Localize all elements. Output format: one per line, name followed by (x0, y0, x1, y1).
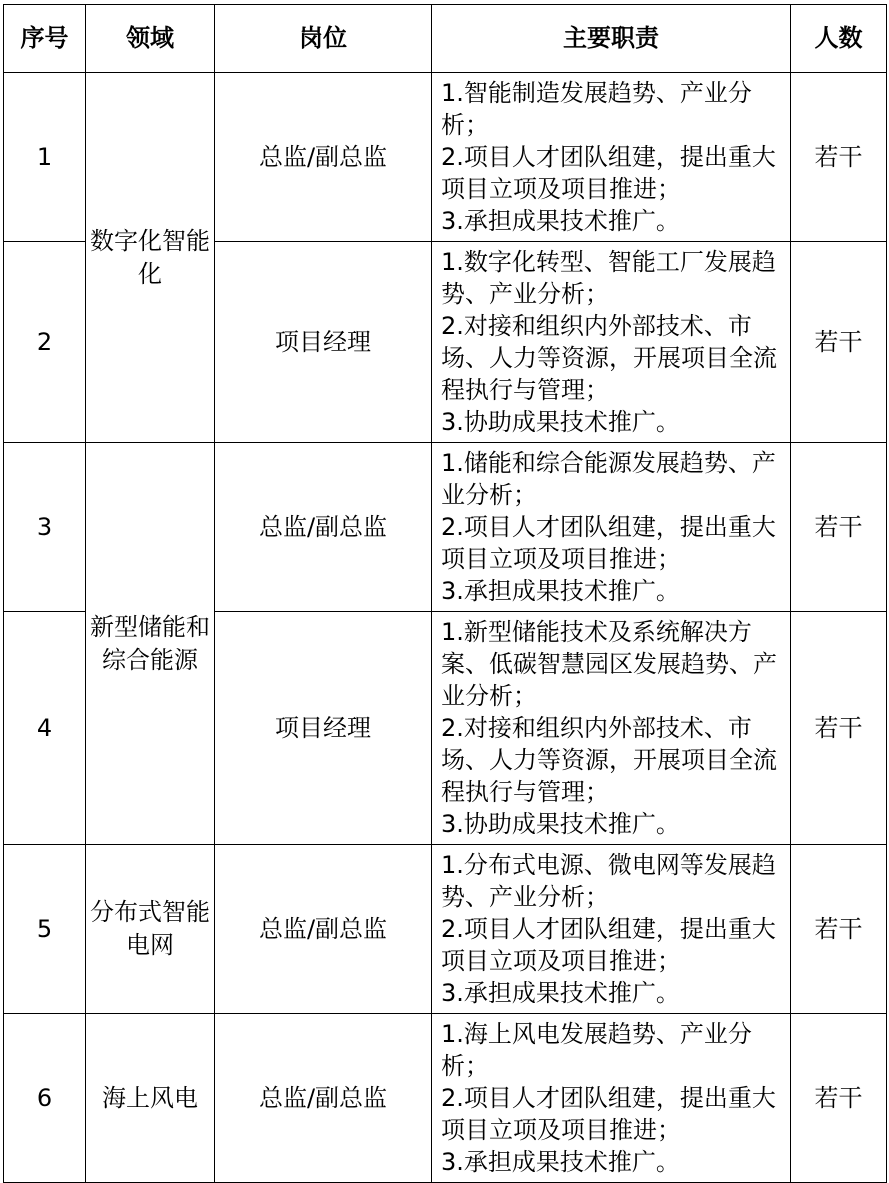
row-duties: 1.数字化转型、智能工厂发展趋势、产业分析； 2.对接和组织内外部技术、市场、人力等资源，开展项目全流程执行与管理； 3.协助成果技术推广。 (432, 242, 791, 443)
header-row (4, 5, 887, 73)
table-row (4, 845, 887, 1014)
row-position: 总监/副总监 (215, 845, 432, 1014)
row-count: 若干 (791, 845, 887, 1014)
row-index: 6 (4, 1014, 86, 1183)
header-duties: 主要职责 (432, 5, 791, 73)
table-row (4, 1014, 887, 1183)
row-duties: 1.海上风电发展趋势、产业分析； 2.项目人才团队组建，提出重大项目立项及项目推进； 3.承担成果技术推广。 (432, 1014, 791, 1183)
row-index: 3 (4, 443, 86, 612)
row-domain: 分布式智能电网 (86, 845, 215, 1014)
row-index: 4 (4, 612, 86, 845)
header-position: 岗位 (215, 5, 432, 73)
row-position: 总监/副总监 (215, 73, 432, 242)
row-index: 5 (4, 845, 86, 1014)
header-domain: 领域 (86, 5, 215, 73)
header-index: 序号 (4, 5, 86, 73)
row-position: 总监/副总监 (215, 1014, 432, 1183)
table-row (4, 443, 887, 612)
table-row (4, 73, 887, 242)
row-duties: 1.分布式电源、微电网等发展趋势、产业分析； 2.项目人才团队组建，提出重大项目立项及项目推进； 3.承担成果技术推广。 (432, 845, 791, 1014)
row-domain: 数字化智能化 (86, 73, 215, 443)
row-count: 若干 (791, 242, 887, 443)
row-domain: 新型储能和综合能源 (86, 443, 215, 845)
row-count: 若干 (791, 73, 887, 242)
row-duties: 1.新型储能技术及系统解决方案、低碳智慧园区发展趋势、产业分析； 2.对接和组织内外部技术、市场、人力等资源，开展项目全流程执行与管理； 3.协助成果技术推广。 (432, 612, 791, 845)
row-index: 2 (4, 242, 86, 443)
row-duties: 1.储能和综合能源发展趋势、产业分析； 2.项目人才团队组建，提出重大项目立项及项目推进； 3.承担成果技术推广。 (432, 443, 791, 612)
row-position: 项目经理 (215, 612, 432, 845)
row-duties: 1.智能制造发展趋势、产业分析； 2.项目人才团队组建，提出重大项目立项及项目推进； 3.承担成果技术推广。 (432, 73, 791, 242)
row-count: 若干 (791, 612, 887, 845)
row-index: 1 (4, 73, 86, 242)
header-count: 人数 (791, 5, 887, 73)
row-domain: 海上风电 (86, 1014, 215, 1183)
positions-table (3, 4, 887, 1183)
row-position: 总监/副总监 (215, 443, 432, 612)
row-position: 项目经理 (215, 242, 432, 443)
row-count: 若干 (791, 1014, 887, 1183)
row-count: 若干 (791, 443, 887, 612)
